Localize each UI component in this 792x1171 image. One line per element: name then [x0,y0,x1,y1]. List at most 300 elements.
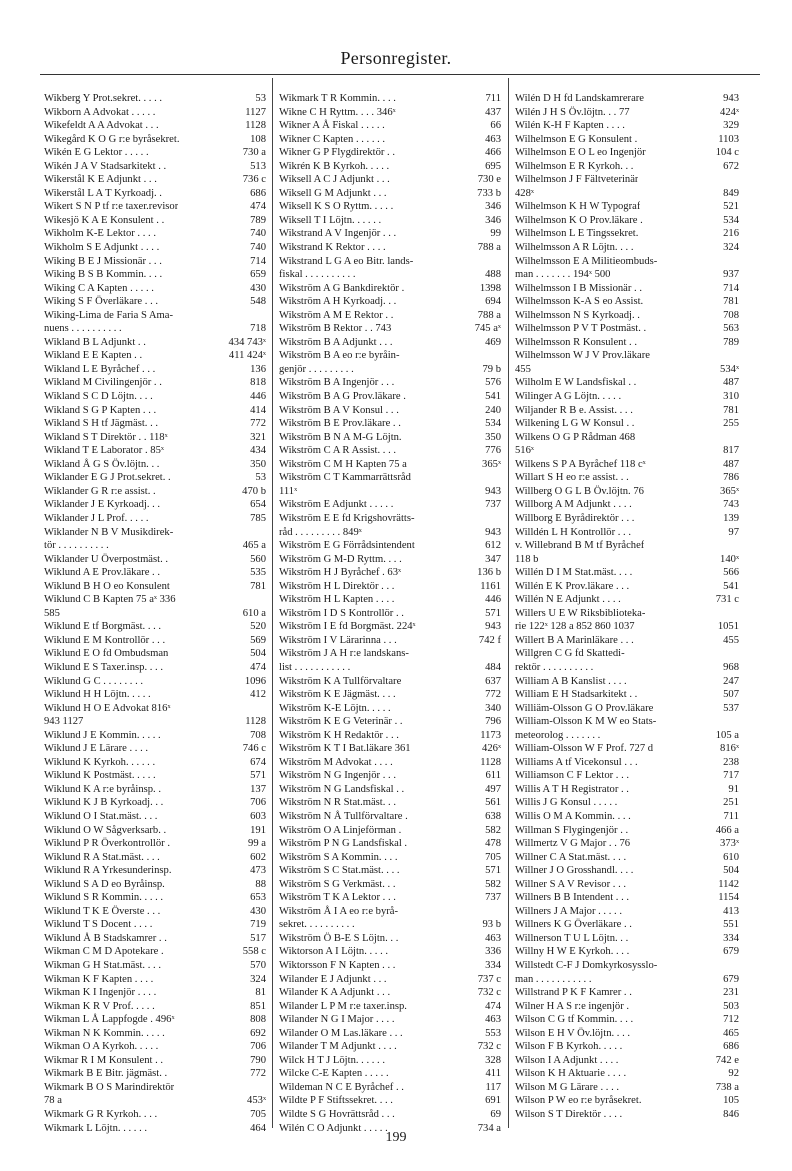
entry-name: Wiklund S R Kommin. . . . . [44,892,164,904]
register-entry [515,1013,739,1027]
register-entry [515,526,739,540]
entry-page-ref: 740 [250,242,266,254]
register-entry [279,1040,501,1054]
entry-page-ref: 334 [485,960,501,971]
register-entry [515,580,739,594]
register-entry [44,566,266,580]
register-entry [515,1108,739,1122]
entry-page-ref: 796 [485,716,501,728]
entry-page-ref: 534ˣ [720,363,739,375]
entry-name: Wilner H A S r:e ingenjör . [515,1000,630,1012]
entry-name: Wilson E H V Öv.löjtn. . . . [515,1027,631,1039]
register-entry [279,593,501,607]
entry-name: Wiking-Lima de Faria S Ama- [44,309,174,321]
register-entry [279,918,501,932]
entry-name: Wikner C Kapten . . . . . . [279,133,386,145]
register-entry [279,945,501,959]
entry-name: Wikholm S E Adjunkt . . . . [44,242,160,254]
entry-name: Wikström O A Linjeförman . [279,824,402,836]
entry-name: Wilhelmson K H W Typograf [515,201,641,213]
entry-page-ref: 191 [250,824,266,836]
register-entry [44,498,266,512]
entry-name: Wiklander N B V Musikdirek- [44,526,174,538]
register-entry [279,363,501,377]
entry-page-ref: 846 [723,1109,739,1121]
entry-page-ref: 350 [485,431,501,443]
entry-name: man . . . . . . . 194ˣ 500 [515,269,611,281]
entry-name: Wikberg Y Prot.sekret. . . . . [44,93,163,104]
entry-name: Wikland L E Byråchef . . . [44,363,156,375]
register-entry [44,715,266,729]
entry-name: Wilén K-H F Kapten . . . . [515,120,625,132]
register-entry [279,526,501,540]
entry-name: Wilhelmsson N S Kyrkoadj. . [515,309,640,321]
entry-name: Wikström Å I A eo r:e byrå- [279,905,399,917]
entry-name: Wikström B A G Prov.läkare . [279,391,406,403]
entry-name: Willén E K Prov.läkare . . . [515,580,630,592]
entry-page-ref: 105 [723,1095,739,1107]
entry-name: Wilhelmsson A R Löjtn. . . . [515,242,634,254]
entry-name: Wilhelmson E R Kyrkoh. . . [515,160,634,172]
register-entry [44,593,266,607]
entry-name: Wikholm K-E Lektor . . . . [44,228,156,240]
entry-page-ref: 692 [250,1027,266,1039]
entry-name: Wikström A G Bankdirektör . [279,282,405,294]
register-entry [44,647,266,661]
entry-page-ref: 603 [250,810,266,822]
entry-page-ref: 708 [250,729,266,741]
entry-page-ref: 732 c [477,1041,501,1053]
entry-page-ref: 66 [490,120,501,132]
entry-name: Wikner G P Flygdirektör . . [279,147,395,159]
entry-page-ref: 474 [250,661,266,673]
register-entry [44,675,266,689]
register-entry [279,106,501,120]
entry-page-ref: 324 [723,242,739,254]
entry-name: Willis J G Konsul . . . . . [515,797,618,809]
register-entry [515,336,739,350]
entry-page-ref: 534 [723,214,739,226]
register-entry [515,390,739,404]
register-entry [515,905,739,919]
entry-name: Wikland S C D Löjtn. . . . [44,391,153,403]
register-entry [279,1054,501,1068]
entry-name: Willstedt C-F J Domkyrkosysslo- [515,960,658,971]
entry-name: Wikström P N G Landsfiskal . [279,838,408,850]
entry-name: Wiklund K J B Kyrkoadj. . . [44,797,164,809]
entry-page-ref: 465 a [242,540,266,552]
entry-page-ref: 612 [485,540,501,552]
register-entry [279,458,501,472]
entry-page-ref: 108 [250,133,266,145]
entry-name: rektör . . . . . . . . . . [515,661,594,673]
entry-name: Wiklander J E Kyrkoadj. . . [44,499,161,511]
entry-name: Wilhelmson K O Prov.läkare . [515,214,643,226]
entry-name: Wilhelmsson P V T Postmäst. . [515,323,647,335]
register-entry [515,133,739,147]
entry-page-ref: 718 [250,323,266,335]
register-entry [515,796,739,810]
entry-name: Wikerstål K E Adjunkt . . . [44,174,157,186]
entry-name: 428ˣ [515,187,534,199]
entry-page-ref: 328 [485,1054,501,1066]
register-entry [44,119,266,133]
register-entry [515,851,739,865]
entry-name: Wilcke C-E Kapten . . . . . [279,1068,389,1080]
register-entry [44,160,266,174]
register-entry [44,553,266,567]
entry-name: Wilander L P M r:e taxer.insp. [279,1000,407,1012]
entry-page-ref: 733 b [477,187,501,199]
register-entry [44,769,266,783]
register-entry [279,607,501,621]
register-entry [44,512,266,526]
entry-page-ref: 736 c [242,174,266,186]
entry-page-ref: 563 [723,323,739,335]
register-entry [44,702,266,716]
register-entry [44,458,266,472]
entry-page-ref: 659 [250,269,266,281]
entry-page-ref: 788 a [477,242,501,254]
register-entry [44,146,266,160]
register-entry [515,146,739,160]
register-entry [515,227,739,241]
entry-page-ref: 638 [485,810,501,822]
entry-page-ref: 560 [250,553,266,565]
register-entry [515,1027,739,1041]
register-entry [44,878,266,892]
register-entry [279,553,501,567]
entry-page-ref: 104 c [715,147,739,159]
entry-name: Wikesjö K A E Konsulent . . [44,214,165,226]
entry-name: William A B Kanslist . . . . [515,675,627,687]
register-column-2 [279,92,501,1135]
entry-page-ref: 535 [250,567,266,579]
register-entry [279,390,501,404]
entry-name: 118 b [515,553,539,565]
entry-name: Wildeman N C E Byråchef . . [279,1081,404,1093]
entry-name: Wikström S A Kommin. . . . [279,851,398,863]
register-entry [279,959,501,973]
register-entry [279,241,501,255]
entry-name: Willny H W E Kyrkoh. . . . [515,946,630,958]
entry-page-ref: 238 [723,756,739,768]
entry-page-ref: 602 [250,851,266,863]
entry-name: Wikström A H Kyrkoadj. . . [279,296,397,308]
entry-page-ref: 430 [250,905,266,917]
entry-page-ref: 706 [250,1041,266,1053]
register-entry [44,891,266,905]
register-entry [515,756,739,770]
register-entry [279,1094,501,1108]
entry-name: Wiklund R A Stat.mäst. . . . [44,851,160,863]
entry-name: 943 1127 [44,716,84,728]
entry-name: nuens . . . . . . . . . . [44,323,122,335]
entry-page-ref: 346 [485,201,501,213]
entry-page-ref: 695 [485,160,501,172]
register-entry [279,173,501,187]
entry-name: Willner C A Stat.mäst. . . . [515,851,627,863]
register-entry [279,119,501,133]
entry-page-ref: 469 [485,336,501,348]
entry-name: Wiksell G M Adjunkt . . . [279,187,387,199]
entry-page-ref: 654 [250,499,266,511]
entry-name: Wikström B A V Konsul . . . [279,404,399,416]
entry-page-ref: 414 [250,404,266,416]
entry-page-ref: 817 [723,445,739,457]
entry-name: Wikman L Å Lappfogde . 496ˣ [44,1014,175,1026]
register-entry [515,769,739,783]
entry-name: Wikström B E Prov.läkare . . [279,418,401,430]
register-entry [44,295,266,309]
entry-page-ref: 781 [723,404,739,416]
entry-page-ref: 653 [250,892,266,904]
entry-name: Wikman G H Stat.mäst. . . . [44,960,161,971]
entry-name: Wikman K I Ingenjör . . . . [44,987,157,999]
register-entry [515,824,739,838]
entry-page-ref: 790 [250,1054,266,1066]
entry-name: Wikerstål L A T Kyrkoadj. . [44,187,162,199]
entry-page-ref: 737 c [477,973,501,985]
entry-page-ref: 943 [485,485,501,497]
entry-name: Wilander O M Las.läkare . . . [279,1027,403,1039]
entry-page-ref: 329 [723,120,739,132]
register-entry [515,593,739,607]
register-entry [44,1094,266,1108]
register-entry [515,431,739,445]
entry-page-ref: 772 [250,418,266,430]
entry-name: Wikström E E fd Krigshovrätts- [279,512,415,524]
entry-page-ref: 637 [485,675,501,687]
entry-name: Wiklund S A D eo Byråinsp. [44,878,165,890]
register-entry [515,553,739,567]
register-entry [515,498,739,512]
register-entry [515,255,739,269]
entry-page-ref: 789 [723,336,739,348]
register-entry [515,92,739,106]
entry-page-ref: 487 [723,458,739,470]
register-entry [279,431,501,445]
entry-page-ref: 53 [255,93,266,104]
entry-page-ref: 679 [723,973,739,985]
register-entry [279,187,501,201]
entry-name: 111ˣ [279,485,298,497]
register-entry [515,864,739,878]
register-entry [279,512,501,526]
register-entry [515,160,739,174]
entry-page-ref: 851 [250,1000,266,1012]
entry-page-ref: 139 [723,512,739,524]
entry-page-ref: 694 [485,296,501,308]
entry-page-ref: 705 [485,851,501,863]
entry-page-ref: 478 [485,838,501,850]
entry-name: Willén D I M Stat.mäst. . . . [515,567,633,579]
register-entry [279,444,501,458]
entry-name: Wilson M G Lärare . . . . [515,1081,620,1093]
entry-name: Wilinger A G Löjtn. . . . . [515,391,622,403]
entry-name: man . . . . . . . . . . . [515,973,592,985]
register-entry [279,715,501,729]
entry-page-ref: 117 [485,1081,501,1093]
register-entry [515,918,739,932]
entry-name: Wikström G M-D Ryttm. . . . [279,553,402,565]
entry-page-ref: 434 [250,445,266,457]
register-entry [279,837,501,851]
entry-name: Wilson I A Adjunkt . . . . [515,1054,619,1066]
entry-page-ref: 943 [485,621,501,633]
entry-name: Wilholm E W Landsfiskal . . [515,377,637,389]
register-entry [44,783,266,797]
entry-name: Wikefeldt A A Advokat . . . [44,120,159,132]
entry-page-ref: 53 [255,472,266,484]
register-entry [515,376,739,390]
register-entry [279,322,501,336]
entry-page-ref: 412 [250,689,266,701]
entry-page-ref: 1398 [479,282,501,294]
entry-page-ref: 776 [485,445,501,457]
entry-page-ref: 520 [250,621,266,633]
register-entry [515,566,739,580]
header-rule [40,74,760,75]
entry-page-ref: 1128 [245,716,266,728]
register-entry [44,322,266,336]
register-column-1 [44,92,266,1135]
entry-page-ref: 1103 [718,133,739,145]
entry-name: Wiklund T K E Överste . . . [44,905,161,917]
entry-page-ref: 610 [723,851,739,863]
entry-page-ref: 1154 [718,892,739,904]
entry-name: Wikström H L Kapten . . . . [279,594,395,606]
register-entry [515,485,739,499]
entry-page-ref: 517 [250,932,266,944]
entry-name: Wiklund C B Kapten 75 aˣ 336 [44,594,176,606]
entry-name: fiskal . . . . . . . . . . [279,269,356,281]
entry-page-ref: 772 [250,1068,266,1080]
entry-name: Wikland B L Adjunkt . . [44,336,146,348]
entry-page-ref: 534 [485,418,501,430]
entry-page-ref: 437 [485,106,501,118]
entry-name: Wikstrand L G A eo Bitr. lands- [279,255,414,267]
register-entry [279,702,501,716]
entry-page-ref: 746 c [242,743,266,755]
register-entry [279,200,501,214]
entry-name: Wikström C T Kammarrättsråd [279,472,411,484]
entry-page-ref: 466 a [715,824,739,836]
register-entry [44,282,266,296]
entry-page-ref: 788 a [477,309,501,321]
entry-page-ref: 781 [250,580,266,592]
entry-name: Wiklund H H Löjtn. . . . . [44,689,151,701]
entry-page-ref: 336 [485,946,501,958]
entry-name: Wikström K E Jägmäst. . . . [279,689,396,701]
register-column-3 [515,92,739,1122]
register-entry [279,255,501,269]
entry-name: Wikert S N P tf r:e taxer.revisor [44,201,179,213]
register-entry [44,255,266,269]
entry-name: Wikström N R Stat.mäst. . . [279,797,396,809]
entry-page-ref: 365ˣ [720,485,739,497]
register-entry [515,945,739,959]
entry-page-ref: 79 b [482,363,501,375]
entry-name: Wilhelmson E O L eo Ingenjör [515,147,646,159]
entry-name: Wiking S F Överläkare . . . [44,296,159,308]
register-entry [279,905,501,919]
register-entry [44,742,266,756]
register-entry [279,498,501,512]
entry-name: Wilhelmsson I B Missionär . . [515,282,642,294]
entry-name: Wikström C M H Kapten 75 a [279,458,407,470]
register-entry [515,404,739,418]
entry-name: Wikström H J Byråchef . 63ˣ [279,567,402,579]
entry-name: Wilhelmsson E A Militieombuds- [515,255,658,267]
register-entry [44,1054,266,1068]
register-entry [44,837,266,851]
entry-name: Wilson P W eo r:e byråsekret. [515,1095,642,1107]
register-entry [279,539,501,553]
register-entry [515,417,739,431]
register-entry [44,390,266,404]
entry-name: Wiljander R B e. Assist. . . . [515,404,633,416]
entry-name: Wiklund K A r:e byråinsp. . [44,783,161,795]
register-entry [279,742,501,756]
entry-page-ref: 714 [250,255,266,267]
entry-page-ref: 730 e [477,174,501,186]
entry-page-ref: 216 [723,228,739,240]
entry-page-ref: 136 [250,363,266,375]
entry-name: Wildte P F Stiftssekret. . . . [279,1095,393,1107]
entry-page-ref: 553 [485,1027,501,1039]
entry-page-ref: 582 [485,824,501,836]
entry-name: genjör . . . . . . . . . [279,363,354,375]
entry-page-ref: 731 c [715,594,739,606]
register-entry [44,851,266,865]
entry-name: Wikne C H Ryttm. . . . 346ˣ [279,106,396,118]
entry-name: rie 122ˣ 128 a 852 860 1037 [515,621,635,633]
entry-name: Wiksell A C J Adjunkt . . . [279,174,390,186]
register-entry [515,1081,739,1095]
register-entry [279,932,501,946]
entry-name: Wiklund R A Yrkesunderinsp. [44,865,172,877]
register-entry [515,214,739,228]
entry-page-ref: 537 [723,702,739,714]
register-entry [279,851,501,865]
entry-page-ref: 571 [485,865,501,877]
entry-page-ref: 743 [723,499,739,511]
register-entry [44,661,266,675]
entry-name: Wiklund K Postmäst. . . . . [44,770,156,782]
entry-page-ref: 734 a [477,1122,501,1134]
register-entry [44,106,266,120]
register-entry [515,241,739,255]
entry-page-ref: 93 b [482,919,501,931]
register-entry [515,268,739,282]
register-entry [515,119,739,133]
register-entry [44,918,266,932]
entry-page-ref: 446 [250,391,266,403]
entry-page-ref: 686 [723,1041,739,1053]
register-entry [44,688,266,702]
entry-name: sekret. . . . . . . . . . [279,919,355,931]
entry-page-ref: 576 [485,377,501,389]
register-entry [515,1067,739,1081]
entry-page-ref: 571 [250,770,266,782]
register-entry [44,1067,266,1081]
entry-page-ref: 497 [485,783,501,795]
entry-page-ref: 737 [485,892,501,904]
register-entry [279,92,501,106]
entry-name: Wiklander E G J Prot.sekret. . [44,472,171,484]
register-entry [44,404,266,418]
